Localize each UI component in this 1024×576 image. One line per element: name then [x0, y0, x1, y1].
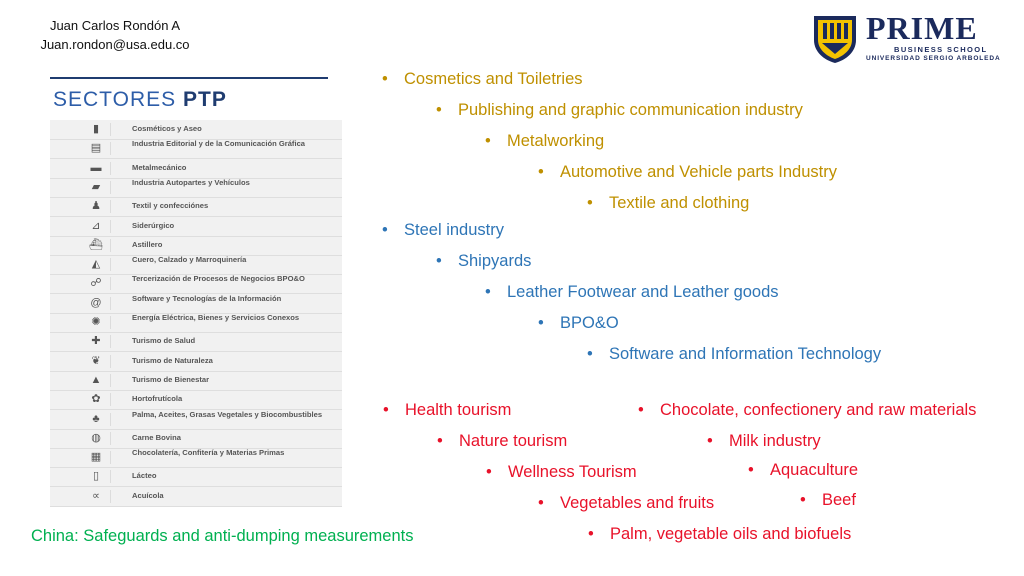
fish-icon: ∝: [82, 490, 111, 503]
fruit-icon: ✿: [82, 393, 111, 406]
sector-label: Palma, Aceites, Grasas Vegetales y Biocombustibles: [132, 409, 323, 419]
sectors-title-b: PTP: [183, 88, 227, 111]
sector-label: Cosméticos y Aseo: [132, 124, 202, 133]
sector-label: Cuero, Calzado y Marroquinería: [132, 255, 247, 265]
sector-row: [50, 371, 342, 391]
gold-item-3: • Metalworking: [507, 131, 604, 151]
crane-icon: ⊿: [82, 220, 111, 233]
blue-item-5: • Software and Information Technology: [609, 344, 881, 364]
sector-row: [50, 352, 342, 372]
sector-label: Industria Editorial y de la Comunicación Gráfica: [132, 139, 306, 149]
milk-icon: ▯: [82, 470, 111, 483]
sector-row: [50, 255, 342, 275]
red-right-item-3: • Aquaculture: [770, 460, 858, 480]
chocolate-icon: ▦: [82, 451, 111, 464]
sector-label: Siderúrgico: [132, 220, 175, 230]
palm-icon: ♣: [82, 413, 111, 426]
sector-row: [50, 448, 342, 468]
sector-row: [50, 410, 342, 430]
sector-row: [50, 159, 342, 179]
logo-university: UNIVERSIDAD SERGIO ARBOLEDA: [866, 55, 1001, 62]
sector-row: [50, 429, 342, 449]
sectors-title: [53, 88, 227, 112]
sector-label: Turismo de Bienestar: [132, 374, 210, 384]
sector-row: [50, 487, 342, 507]
sectors-list: [50, 120, 342, 506]
red-right-item-1: • Chocolate, confectionery and raw materials: [660, 400, 976, 420]
nature-icon: ❦: [82, 355, 111, 368]
sector-label: Metalmecánico: [132, 162, 187, 172]
red-left-item-3: • Wellness Tourism: [508, 462, 637, 482]
sector-label: Astillero: [132, 239, 163, 249]
sector-label: Chocolatería, Confitería y Materias Primas: [132, 448, 285, 458]
sector-row: [50, 390, 342, 410]
bottle-icon: ▮: [82, 123, 111, 136]
sector-label: Carne Bovina: [132, 432, 181, 442]
sector-row: [50, 274, 342, 294]
sector-label: Acuícola: [132, 490, 164, 500]
sector-row: [50, 178, 342, 198]
blue-item-4: • BPO&O: [560, 313, 619, 333]
author-email: Juan.rondon@usa.edu.co: [40, 37, 190, 52]
logo-word: PRIME: [866, 10, 978, 46]
shoe-icon: ◭: [82, 258, 111, 271]
sector-label: Turismo de Naturaleza: [132, 355, 213, 365]
sector-row: [50, 294, 342, 314]
blue-item-1: • Steel industry: [404, 220, 504, 240]
sector-row: [50, 197, 342, 217]
logo-subtitle: BUSINESS SCHOOL: [894, 45, 988, 54]
sectors-divider: [50, 77, 328, 79]
wellness-icon: ▲: [82, 374, 111, 387]
blue-item-3: • Leather Footwear and Leather goods: [507, 282, 779, 302]
cow-icon: ◍: [82, 432, 111, 445]
footer-note: China: Safeguards and anti-dumping measurements: [31, 527, 414, 545]
anvil-icon: ▬: [82, 162, 111, 175]
red-left-item-1: • Health tourism: [405, 400, 511, 420]
bulb-icon: ✺: [82, 316, 111, 329]
red-right-item-2: • Milk industry: [729, 431, 821, 451]
book-icon: ▤: [82, 142, 111, 155]
at-icon: @: [82, 297, 111, 310]
red-left-item-2: • Nature tourism: [459, 431, 567, 451]
red-right-item-4: • Beef: [822, 490, 856, 510]
sector-label: Industria Autopartes y Vehículos: [132, 177, 250, 187]
red-left-item-4: • Vegetables and fruits: [560, 493, 714, 513]
sector-label: Lácteo: [132, 471, 157, 481]
sector-label: Hortofrutícola: [132, 394, 183, 404]
sector-row: [50, 139, 342, 159]
sector-label: Tercerización de Procesos de Negocios BPO&O: [132, 274, 305, 284]
gold-item-5: • Textile and clothing: [609, 193, 749, 213]
sectors-title-a: SECTORES: [53, 88, 177, 111]
dress-icon: ♟: [82, 200, 111, 213]
red-left-item-5: • Palm, vegetable oils and biofuels: [610, 524, 851, 544]
blue-item-2: • Shipyards: [458, 251, 531, 271]
sector-row: [50, 313, 342, 333]
sector-label: Software y Tecnologías de la Información: [132, 293, 282, 303]
prime-logo: [812, 12, 1012, 66]
sector-row: [50, 332, 342, 352]
ship-icon: ⛴: [82, 239, 111, 252]
author-name: Juan Carlos Rondón A: [49, 18, 181, 33]
gold-item-4: • Automotive and Vehicle parts Industry: [560, 162, 837, 182]
gold-item-1: • Cosmetics and Toiletries: [404, 69, 583, 89]
gold-item-2: • Publishing and graphic communication industry: [458, 100, 803, 120]
people-icon: ☍: [82, 277, 111, 290]
health-icon: ✚: [82, 335, 111, 348]
shield-icon: [812, 14, 858, 64]
sector-label: Energía Eléctrica, Bienes y Servicios Conexos: [132, 313, 300, 322]
sector-row: [50, 217, 342, 237]
author-block: [30, 16, 200, 54]
sector-row: [50, 120, 342, 140]
sector-label: Textil y confecciónes: [132, 201, 209, 211]
car-icon: ▰: [82, 181, 111, 194]
sector-row: [50, 467, 342, 487]
sector-row: [50, 236, 342, 256]
sector-label: Turismo de Salud: [132, 336, 196, 346]
